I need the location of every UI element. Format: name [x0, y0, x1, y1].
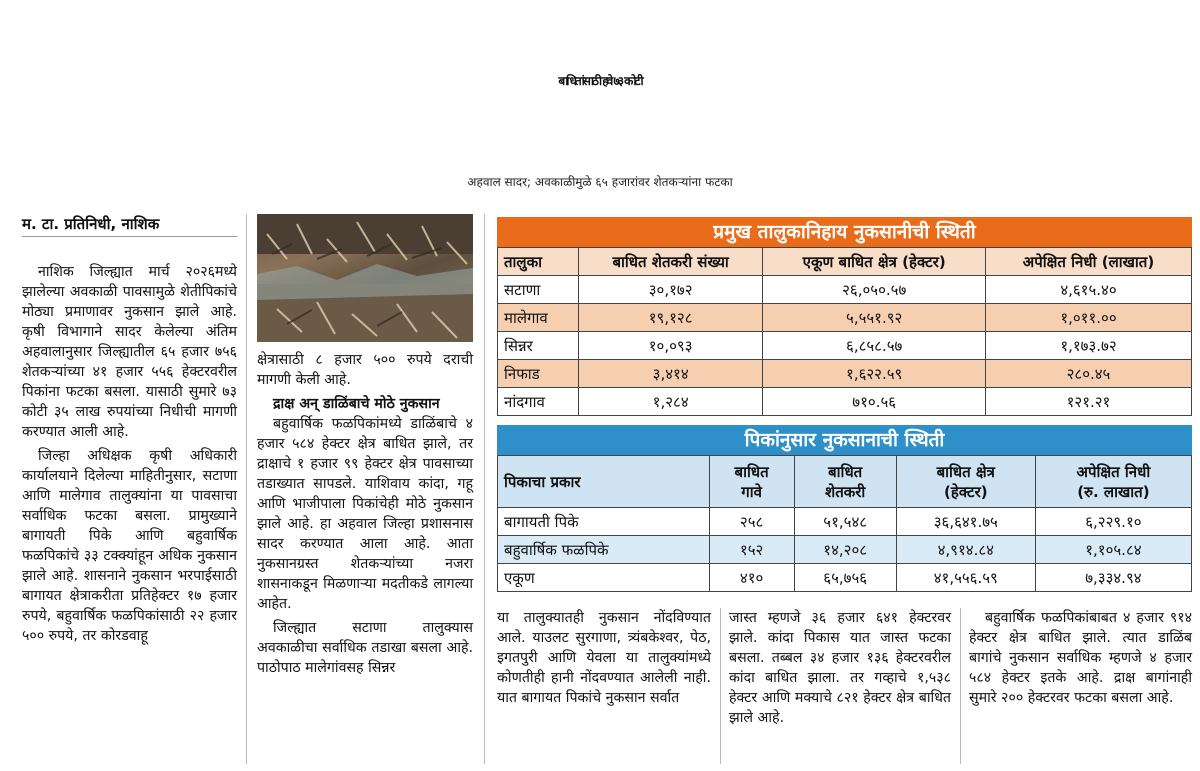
article-paragraph: या तालुक्यातही नुकसान नोंदविण्यात आले. याउलट सुरगाणा, त्र्यंबकेश्वर, पेठ, इगतपुरी आणि येवला या तालुक्यांमध्ये कोणतीही हानी नोंदवण्यात आलेली नाही. यात बागायत पिकांचे नुकसान सर्वात	[497, 610, 711, 706]
table-cell: मालेगाव	[498, 304, 579, 332]
table-cell: १,१७३.७२	[985, 332, 1191, 360]
table-cell: ६,२२९.१०	[1035, 508, 1191, 536]
table-cell: ६,८५८.५७	[763, 332, 986, 360]
table-cell: ५,५५१.९२	[763, 304, 986, 332]
table-cell: बहुवार्षिक फळपिके	[498, 536, 710, 564]
table-header-row	[498, 456, 1192, 508]
column-divider	[246, 214, 247, 764]
table-header-line: पिकाचा प्रकार	[504, 472, 581, 491]
article-paragraph: जिल्हा अधिक्षक कृषी अधिकारी कार्यालयाने दिलेल्या माहितीनुसार, सटाणा आणि मालेगाव तालुक्यांना या पावसाचा सर्वाधिक फटका बसला. प्रामुख्याने बागायती पिके आणि बहुवार्षिक फळपिकांचे ३३ टक्क्यांहून अधिक नुकसान झाले आहे. शासनाने नुकसान भरपाईसाठी बागायत क्षेत्राकरीता प्रतिहेक्टर १७ हजार रुपये, बहुवार्षिक फळपिकांसाठी २२ हजार ५०० रुपये, तर कोरडवाहू	[22, 448, 237, 644]
table-header-line: बाधित क्षेत्र	[936, 462, 995, 481]
table-header-line: बाधित	[734, 462, 769, 481]
table-header: एकूण बाधित क्षेत्र (हेक्टर)	[763, 248, 986, 276]
article-column-5	[969, 608, 1192, 712]
column-divider	[484, 214, 485, 764]
table-cell: सिन्नर	[498, 332, 579, 360]
article-paragraph: बहुवार्षिक फळपिकांमध्ये डाळिंबाचे ४ हजार ५८४ हेक्टर क्षेत्र बाधित झाले, तर द्राक्षाचे १ हजार ९९ हेक्टर क्षेत्र पावसाच्या तडाख्यात सापडले. याशिवाय कांदा, गहू आणि भाजीपाला पिकांचेही मोठे नुकसान झाले आहे. हा अहवाल जिल्हा प्रशासनास सादर करण्यात आला आहे. आता नुकसानग्रस्त शेतकऱ्यांच्या नजरा शासनाकडून मिळणाऱ्या मदतीकडे लागल्या आहेत.	[257, 416, 473, 612]
table-header-line: गावे	[741, 482, 762, 501]
table-header	[896, 456, 1035, 508]
table-cell: सटाणा	[498, 276, 579, 304]
table-cell: १४,२०८	[794, 536, 896, 564]
table-header-line: शेतकरी	[825, 482, 866, 501]
table-header-line: (हेक्टर)	[944, 482, 988, 501]
table-cell: १०,०९३	[578, 332, 763, 360]
table-cell: ३,४१४	[578, 360, 763, 388]
table-cell: नांदगाव	[498, 388, 579, 416]
table-row	[498, 564, 1192, 592]
table-cell: १,१०५.८४	[1035, 536, 1191, 564]
table-header: तालुका	[498, 248, 579, 276]
table-header-line: (रु. लाखात)	[1077, 482, 1150, 501]
article-column-1	[22, 262, 237, 650]
table-cell: १९,१२८	[578, 304, 763, 332]
table-cell: एकूण	[498, 564, 710, 592]
table-cell: ५१,५४८	[794, 508, 896, 536]
table-cell: ३०,१७२	[578, 276, 763, 304]
headline: बाधितांसाठी हवे ७३ कोटी	[558, 74, 642, 88]
table-row	[498, 332, 1192, 360]
table-cell: ४,६१५.४०	[985, 276, 1191, 304]
table-header-line: बाधित	[828, 462, 863, 481]
article-paragraph: क्षेत्रासाठी ८ हजार ५०० रुपये दराची मागणी केली आहे.	[257, 352, 473, 388]
table-header	[794, 456, 896, 508]
article-subhead: द्राक्ष अन् डाळिंबाचे मोठे नुकसान	[273, 396, 440, 412]
table-cell: निफाड	[498, 360, 579, 388]
table-cell: २६,०५०.५७	[763, 276, 986, 304]
table-header-line: अपेक्षित निधी	[1076, 462, 1151, 481]
table-header: बाधित शेतकरी संख्या	[578, 248, 763, 276]
table-cell: २५८	[709, 508, 794, 536]
article-paragraph: नाशिक जिल्ह्यात मार्च २०२६मध्ये झालेल्या अवकाळी पावसामुळे शेतीपिकांचे मोठ्या प्रमाणावर नुकसान झाले आहे. कृषी विभागाने सादर केलेल्या अंतिम अहवालानुसार जिल्ह्यातील ६५ हजार ७५६ शेतकऱ्यांच्या ४१ हजार ५५६ हेक्टरवरील पिकांना फटका बसला. यासाठी सुमारे ७३ कोटी ३५ लाख रुपयांच्या निधीची मागणी करण्यात आली आहे.	[22, 264, 237, 440]
column-divider	[960, 608, 961, 764]
table1-title: प्रमुख तालुकानिहाय नुकसानीची स्थिती	[497, 217, 1192, 247]
table-row	[498, 536, 1192, 564]
table-cell: ४,९१४.८४	[896, 536, 1035, 564]
table-cell: ७,३३४.९४	[1035, 564, 1191, 592]
table-cell: १,६२२.५९	[763, 360, 986, 388]
article-paragraph: बहुवार्षिक फळपिकांबाबत ४ हजार ९१४ हेक्टर क्षेत्र बाधित झाले. त्यात डाळिंब बागांचे नुकसान सर्वाधिक म्हणजे ४ हजार ५८४ हेक्टर इतके आहे. द्राक्ष बागांनाही सुमारे २०० हेक्टरवर फटका बसला आहे.	[969, 610, 1192, 706]
article-paragraph: जिल्ह्यात सटाणा तालुक्यास अवकाळीचा सर्वाधिक तडाखा बसला आहे. पाठोपाठ मालेगांवसह सिन्नर	[257, 620, 473, 676]
taluka-loss-table	[497, 247, 1192, 416]
article-column-2	[257, 350, 473, 682]
table-row	[498, 360, 1192, 388]
byline-divider	[22, 236, 237, 237]
table-cell: २८०.४५	[985, 360, 1191, 388]
table2-title: पिकांनुसार नुकसानाची स्थिती	[497, 425, 1192, 455]
table-cell: ४१,५५६.५९	[896, 564, 1035, 592]
table-header: अपेक्षित निधी (लाखात)	[985, 248, 1191, 276]
table-header	[498, 456, 710, 508]
table-cell: बागायती पिके	[498, 508, 710, 536]
table-row	[498, 508, 1192, 536]
table-cell: १,०११.००	[985, 304, 1191, 332]
table-cell: १२१.२१	[985, 388, 1191, 416]
table-cell: ३६,६४१.७५	[896, 508, 1035, 536]
table-header	[1035, 456, 1191, 508]
table-header-row	[498, 248, 1192, 276]
table-cell: ७१०.५६	[763, 388, 986, 416]
table-row	[498, 388, 1192, 416]
crop-damage-photo	[257, 214, 473, 342]
table-cell: १५२	[709, 536, 794, 564]
crop-loss-table	[497, 455, 1192, 592]
article-column-3	[497, 608, 711, 712]
table-cell: १,२८४	[578, 388, 763, 416]
crop-damage-image	[257, 214, 473, 342]
article-column-4	[729, 608, 951, 732]
table-cell: ६५,७५६	[794, 564, 896, 592]
table-header	[709, 456, 794, 508]
column-divider	[720, 608, 721, 764]
subheadline: अहवाल सादर; अवकाळीमुळे ६५ हजारांवर शेतकऱ्यांना फटका	[467, 175, 733, 189]
byline: म. टा. प्रतिनिधी, नाशिक	[22, 215, 160, 233]
table-row	[498, 304, 1192, 332]
table-cell: ४१०	[709, 564, 794, 592]
article-paragraph: जास्त म्हणजे ३६ हजार ६४१ हेक्टरवर झाले. कांदा पिकास यात जास्त फटका बसला. तब्बल ३४ हजार १३६ हेक्टरवरील कांदा बाधित झाला. तर गव्हाचे १,५३८ हेक्टर आणि मक्याचे ८२१ हेक्टर क्षेत्र बाधित झाले आहे.	[729, 610, 951, 726]
table-row	[498, 276, 1192, 304]
